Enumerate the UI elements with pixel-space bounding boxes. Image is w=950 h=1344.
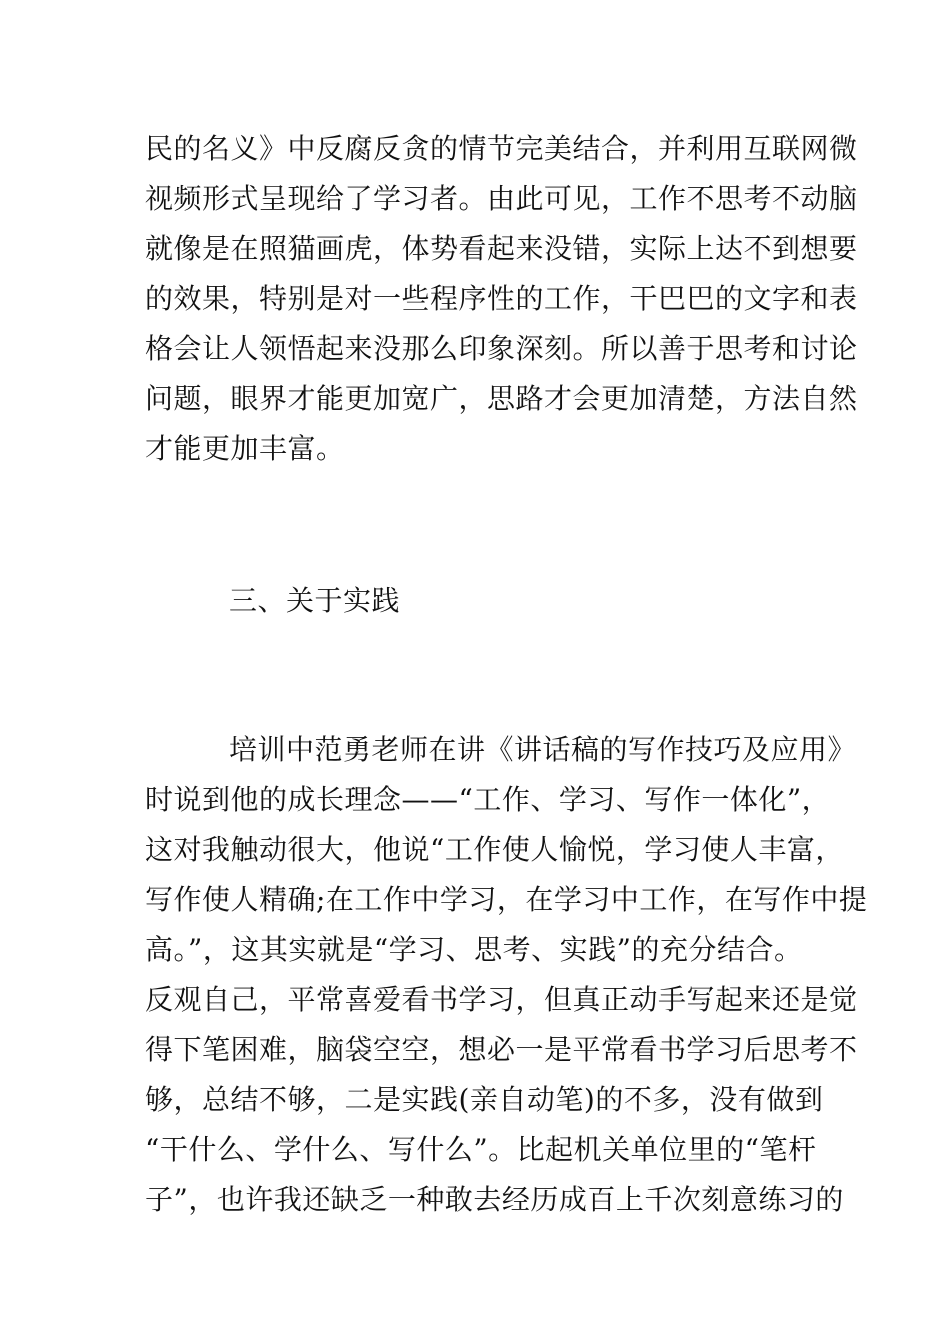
- section-heading: 三、关于实践: [229, 584, 401, 617]
- paragraph-2-line-10: 子”，也许我还缺乏一种敢去经历成百上千次刻意练习的: [145, 1183, 844, 1216]
- paragraph-2-line-3: 这对我触动很大，他说“工作使人愉悦，学习使人丰富，: [145, 833, 844, 866]
- paragraph-1-line-1: 民的名义》中反腐反贪的情节完美结合，并利用互联网微: [145, 132, 858, 165]
- paragraph-2-line-1: 培训中范勇老师在讲《讲话稿的写作技巧及应用》: [229, 733, 857, 766]
- paragraph-1-line-2: 视频形式呈现给了学习者。由此可见，工作不思考不动脑: [145, 182, 858, 215]
- paragraph-2-line-9: “干什么、学什么、写什么”。比起机关单位里的“笔杆: [145, 1133, 817, 1166]
- paragraph-1-line-7: 才能更加丰富。: [145, 432, 345, 465]
- paragraph-2-line-2: 时说到他的成长理念——“工作、学习、写作一体化”，: [145, 783, 831, 816]
- paragraph-1-line-5: 格会让人领悟起来没那么印象深刻。所以善于思考和讨论: [145, 332, 858, 365]
- paragraph-1-line-6: 问题，眼界才能更加宽广，思路才会更加清楚，方法自然: [145, 382, 858, 415]
- paragraph-2-line-5: 高。”，这其实就是“学习、思考、实践”的充分结合。: [145, 933, 803, 966]
- paragraph-2-line-8: 够，总结不够，二是实践(亲自动笔)的不多，没有做到: [145, 1083, 824, 1116]
- paragraph-1-line-3: 就像是在照猫画虎，体势看起来没错，实际上达不到想要: [145, 232, 858, 265]
- paragraph-2-line-6: 反观自己，平常喜爱看书学习，但真正动手写起来还是觉: [145, 983, 858, 1016]
- paragraph-1-line-4: 的效果，特别是对一些程序性的工作，干巴巴的文字和表: [145, 282, 858, 315]
- paragraph-2-line-4: 写作使人精确;在工作中学习，在学习中工作，在写作中提: [145, 883, 868, 916]
- paragraph-2-line-7: 得下笔困难，脑袋空空，想必一是平常看书学习后思考不: [145, 1033, 858, 1066]
